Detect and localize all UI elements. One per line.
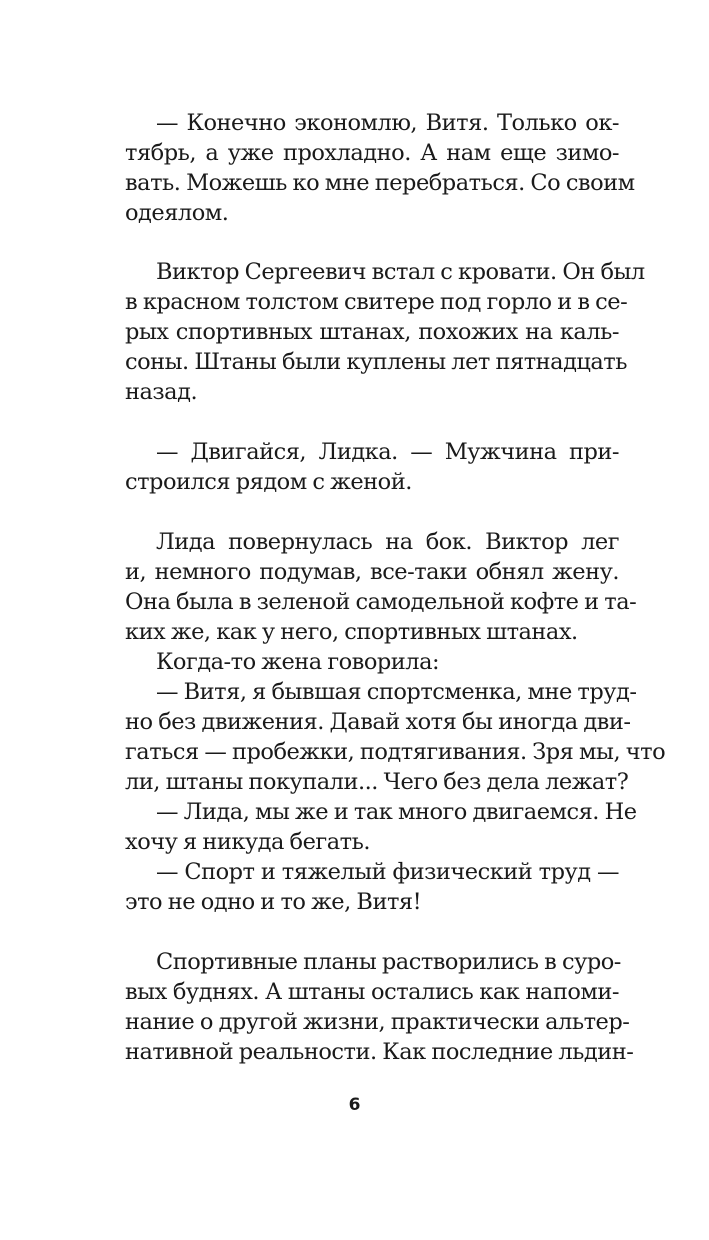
text-line: — Конечно экономлю, Витя. Только ок- bbox=[156, 110, 619, 136]
text-line: Когда-то жена говорила: bbox=[156, 649, 440, 675]
text-line: — Витя, я бывшая спортсменка, мне труд- bbox=[156, 679, 637, 705]
text-line: вых буднях. А штаны остались как напоми- bbox=[125, 979, 619, 1005]
text-line: Она была в зеленой самодельной кофте и та- bbox=[125, 589, 637, 615]
text-line: одеялом. bbox=[125, 200, 229, 226]
page-number: 6 bbox=[348, 1095, 361, 1115]
text-line: и, немного подумав, все-таки обнял жену. bbox=[125, 559, 619, 585]
text-line: в красном толстом свитере под горло и в се- bbox=[125, 289, 628, 315]
text-line: — Спорт и тяжелый физический труд — bbox=[156, 859, 619, 885]
text-line: нание о другой жизни, практически альтер- bbox=[125, 1009, 630, 1035]
text-line: нативной реальности. Как последние льдин- bbox=[125, 1039, 634, 1065]
text-line: Виктор Сергеевич встал с кровати. Он был bbox=[156, 259, 645, 285]
text-line: — Лида, мы же и так много двигаемся. Не bbox=[156, 799, 637, 825]
text-line: хочу я никуда бегать. bbox=[125, 829, 370, 855]
text-line: рых спортивных штанах, похожих на каль- bbox=[125, 319, 619, 345]
text-line: ких же, как у него, спортивных штанах. bbox=[125, 619, 578, 645]
text-line: ли, штаны покупали... Чего без дела лежат? bbox=[125, 769, 629, 795]
text-line: строился рядом с женой. bbox=[125, 469, 412, 495]
text-line: гаться — пробежки, подтягивания. Зря мы, что bbox=[125, 739, 666, 765]
text-line: это не одно и то же, Витя! bbox=[125, 889, 422, 915]
text-line: тябрь, а уже прохладно. А нам еще зимо- bbox=[125, 140, 619, 166]
text-line: Лида повернулась на бок. Виктор лег bbox=[156, 529, 619, 555]
text-line: но без движения. Давай хотя бы иногда дви- bbox=[125, 709, 631, 735]
text-line: Спортивные планы растворились в суро- bbox=[156, 949, 621, 975]
text-line: — Двигайся, Лидка. — Мужчина при- bbox=[156, 439, 619, 465]
text-line: вать. Можешь ко мне перебраться. Со своим bbox=[125, 170, 635, 196]
text-line: назад. bbox=[125, 379, 198, 405]
text-line: соны. Штаны были куплены лет пятнадцать bbox=[125, 349, 627, 375]
